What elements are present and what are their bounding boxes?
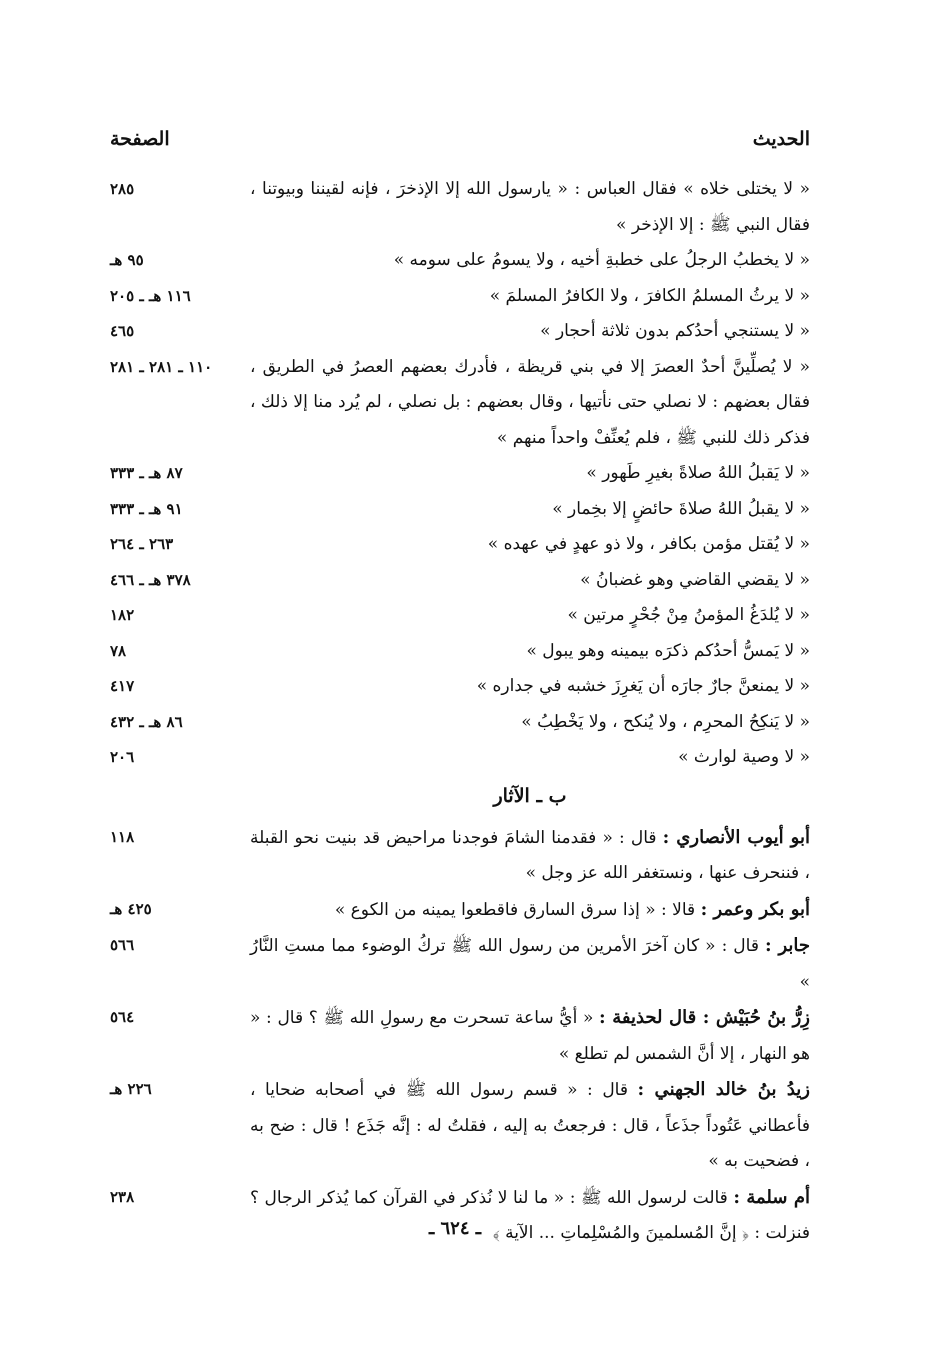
athar-entry xyxy=(110,1072,810,1180)
page-reference: ٢٣٨ xyxy=(110,1187,135,1206)
page-reference: ٤٦٥ xyxy=(110,322,135,340)
page-reference: ١١٠ ـ ٢٨١ ـ ٢٨١ xyxy=(110,357,213,376)
hadith-entry xyxy=(110,350,810,457)
entry-text: « لا يخطبُ الرجلُ على خطبةِ أخيه ، ولا يسومُ على سومه » xyxy=(393,250,810,270)
narration-text: قالت لرسول الله ﷺ : « ما لنا لا نُذكر في القرآن كما يُذكر الرجال ؟ فنزلت : ﴿ إنَّ المُسلمينَ والمُسْلِماتِ ... الآية ﴾ xyxy=(250,1187,810,1243)
entry-text xyxy=(250,1072,810,1180)
page-reference: ٩٥ هـ xyxy=(110,251,144,269)
entry-text: « لا يُقتل مؤمن بكافر ، ولا ذو عهدٍ في عهده » xyxy=(487,534,810,554)
hadith-entry xyxy=(110,243,810,279)
page-reference: ١٨٢ xyxy=(110,606,135,624)
page-reference: ٧٨ xyxy=(110,641,127,660)
entry-text: « لا وصية لوارث » xyxy=(678,747,810,767)
page-reference: ٤١٧ xyxy=(110,677,135,695)
athar-entry xyxy=(110,1000,810,1072)
hadith-entry xyxy=(110,527,810,563)
hadith-entry xyxy=(110,705,810,741)
hadith-entry xyxy=(110,634,810,670)
entry-text: « لا يقبلُ اللهُ صلاةَ حائضٍ إلا بخِمار » xyxy=(552,498,810,519)
page-reference: ٢٢٦ هـ xyxy=(110,1080,152,1098)
entry-text: « لا يختلى خلاه » فقال العباس : « يارسول الله إلا الإذخرَ ، فإنه لقيننا وبيوتنا ، فقال النبي ﷺ : إلا الإذخر » xyxy=(250,179,810,235)
entry-text: « لا يُلدَغُ المؤمنُ مِنْ جُحْرٍ مرتين » xyxy=(567,605,810,625)
narrator-name: أم سلمة : xyxy=(733,1186,811,1208)
narrator-name: زِرُّ بنُ حُبَيْش : قال لحذيفة : xyxy=(599,1007,810,1028)
narration-text: قال : « كان آخرَ الأمرين من رسول الله ﷺ تركُ الوضوء مما مستِ النَّارُ » xyxy=(250,936,810,992)
narrator-name: جابر : xyxy=(764,935,811,956)
hadith-column-label: الحديث xyxy=(752,128,810,150)
entry-text: « لا يَنكِحُ المحرِم ، ولا يُنكح ، ولا يَخْطِبُ » xyxy=(521,711,810,732)
hadith-entry xyxy=(110,563,810,599)
page-reference: ٩١ هـ ـ ٣٣٣ xyxy=(110,499,183,518)
narration-text: « أيُّ ساعة تسحرت مع رسولِ الله ﷺ ؟ قال : « هو النهار ، إلا أنَّ الشمس لم تطلع » xyxy=(250,1008,810,1064)
entry-text: « لا يرثُ المسلمُ الكافرَ ، ولا الكافرُ المسلمَ » xyxy=(489,285,810,306)
page-reference: ٥٦٤ xyxy=(110,1008,135,1026)
page-reference: ٨٦ هـ ـ ٤٣٢ xyxy=(110,712,183,731)
page-reference: ٥٦٦ xyxy=(110,936,135,954)
page-reference: ٢٨٥ xyxy=(110,180,135,198)
entry-text: « لا يُصلِّينَّ أحدٌ العصرَ إلا في بني قريظة ، فأدرك بعضهم العصرُ في الطريق ، فقال بعضهم : لا نصلي حتى نأتيها ، وقال بعضهم : بل نصلي ، لم يُرد منا إلا ذلك ، فذكر ذلك للنبي ﷺ ، فلم يُعنِّفْ واحداً منهم » xyxy=(250,356,810,448)
page-reference: ٣٧٨ هـ ـ ٤٦٦ xyxy=(110,570,191,589)
narration-text: قال : « قسم رسول الله ﷺ في أصحابه ضحايا ، فأعطاني عَتُوداً جذَعاً ، قال : فرجعتُ به إليه ، فقلتُ له : إنَّه جَذَع ! قال : ضح به ، فضحيت به » xyxy=(250,1080,810,1171)
entry-text xyxy=(250,892,810,929)
hadith-entry xyxy=(110,492,810,528)
page-reference: ٨٧ هـ ـ ٣٣٣ xyxy=(110,464,183,482)
entry-text: « لا يستنجي أحدُكم بدون ثلاثة أحجار » xyxy=(540,321,810,341)
entry-text xyxy=(250,1000,810,1072)
entry-text xyxy=(250,1180,810,1252)
hadith-entry xyxy=(110,598,810,634)
index-list xyxy=(110,172,810,1252)
narrator-name: أبو بكر وعمر : xyxy=(700,898,810,920)
entry-text: « لا يقضي القاضي وهو غضبانُ » xyxy=(580,569,810,590)
hadith-entry xyxy=(110,279,810,315)
athar-entry xyxy=(110,820,810,892)
entry-text: « لا يَقبلُ اللهُ صلاةً بغيرِ طَهور » xyxy=(586,463,810,483)
narration-text: قال : « فقدمنا الشامَ فوجدنا مراحيض قد بنيت نحو القبلة ، فننحرف عنها ، ونستغفر الله عز وجل » xyxy=(250,827,810,883)
narrator-name: زيدُ بنُ خالد الجهني : xyxy=(637,1079,811,1100)
entry-text xyxy=(250,928,810,1000)
narration-text: قالا : « إذا سرق السارق فاقطعوا يمينه من الكوع » xyxy=(334,899,701,920)
hadith-entry xyxy=(110,314,810,350)
athar-entry xyxy=(110,892,810,929)
hadith-entry xyxy=(110,669,810,705)
hadith-entry xyxy=(110,172,810,243)
page-reference: ٤٢٥ هـ xyxy=(110,899,152,918)
column-header xyxy=(110,128,810,162)
hadith-entry xyxy=(110,456,810,492)
hadith-entry xyxy=(110,740,810,776)
page-column-label: الصفحة xyxy=(110,128,170,150)
entry-text: « لا يمنعنَّ جارٌ جارَه أن يَغرِزَ خشبه في جداره » xyxy=(476,676,810,696)
section-title: ب ـ الآثار xyxy=(493,784,567,807)
page-reference: ١١٨ xyxy=(110,827,135,846)
narrator-name: أبو أيوب الأنصاري : xyxy=(662,826,810,848)
athar-entry xyxy=(110,1180,810,1252)
entry-text xyxy=(250,820,810,892)
entry-text: « لا يَمسُّ أحدُكم ذكرَه بيمينه وهو يبول » xyxy=(526,640,810,661)
page-reference: ٢٠٦ xyxy=(110,748,135,766)
page-reference: ٢٦٣ ـ ٢٦٤ xyxy=(110,535,174,553)
page-reference: ١١٦ هـ ـ ٢٠٥ xyxy=(110,286,191,305)
page-number: ـ ٦٢٤ ـ xyxy=(428,1218,482,1239)
athar-entry xyxy=(110,928,810,1000)
